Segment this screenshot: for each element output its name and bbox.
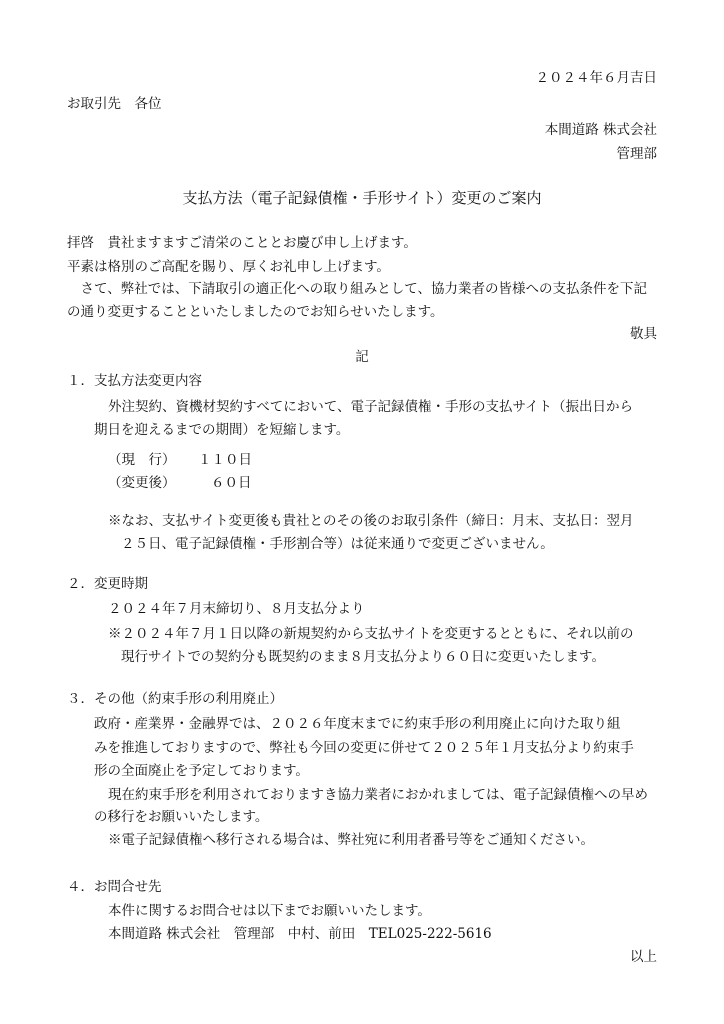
contact-info: 本間道路 株式会社 管理部 中村、前田 TEL025-222-5616 (108, 926, 492, 942)
ki-heading: 記 (355, 349, 369, 365)
section2-body: ２０２４年７月末締切り、８月支払分より (108, 601, 365, 617)
greeting-line-2: 平素は格別のご高配を賜り、厚くお礼申し上げます。 (67, 259, 390, 275)
section4-body: 本件に関するお問合せは以下までお願いいたします。 (108, 903, 431, 919)
section4-heading: ４．お問合せ先 (67, 879, 162, 895)
section2-note-1: ※２０２４年７月１日以降の新規契約から支払サイトを変更するとともに、それ以前の (108, 626, 634, 642)
sender-company: 本間道路 株式会社 (544, 122, 657, 138)
section3-note: ※電子記録債権へ移行される場合は、弊社宛に利用者番号等をご通知ください。 (108, 832, 594, 848)
new-term-label: （変更後） (108, 475, 176, 491)
closing-ijou: 以上 (630, 949, 657, 965)
section1-body-1: 外注契約、資機材契約すべてにおいて、電子記録債権・手形の支払サイト（振出日から (108, 399, 634, 415)
section3-heading: ３．その他（約束手形の利用廃止） (67, 691, 283, 707)
greeting-line-4: の通り変更することといたしましたのでお知らせいたします。 (67, 304, 444, 320)
section3-body-4: 現在約束手形を利用されておりますき協力業者におかれましては、電子記録債権への早め (108, 787, 648, 803)
section3-body-5: の移行をお願いいたします。 (94, 809, 269, 825)
sender-department: 管理部 (616, 146, 657, 162)
document-title: 支払方法（電子記録債権・手形サイト）変更のご案内 (182, 189, 542, 207)
section1-note-2: ２５日、電子記録債権・手形割合等）は従来通りで変更ございません。 (121, 536, 554, 552)
section1-body-2: 期日を迎えるまでの期間）を短縮します。 (94, 422, 350, 438)
section3-body-3: 形の全面廃止を予定しております。 (94, 763, 309, 779)
closing-keigu: 敬具 (630, 326, 657, 342)
greeting-line-1: 拝啓 貴社ますますご清栄のこととお慶び申し上げます。 (67, 235, 417, 251)
section3-body-2: みを推進しておりますので、弊社も今回の変更に併せて２０２５年１月支払分より約束手 (94, 740, 634, 756)
section2-note-2: 現行サイトでの契約分も既契約のまま８月支払分より６０日に変更いたします。 (121, 649, 605, 665)
greeting-line-3: さて、弊社では、下請取引の適正化への取り組みとして、協力業者の皆様への支払条件を下記 (67, 281, 647, 297)
section1-heading: １．支払方法変更内容 (67, 373, 202, 389)
current-term-label: （現 行） (108, 452, 176, 468)
section1-note-1: ※なお、支払サイト変更後も貴社とのその後のお取引条件（締日：月末、支払日：翌月 (108, 513, 634, 529)
issue-date: ２０２４年６月吉日 (535, 70, 657, 86)
recipient: お取引先 各位 (67, 96, 162, 112)
section3-body-1: 政府・産業界・金融界では、２０２６年度末までに約束手形の利用廃止に向けた取り組 (94, 716, 621, 732)
current-term-value: １１０日 (198, 452, 252, 468)
section2-heading: ２．変更時期 (67, 576, 148, 592)
new-term-value: ６０日 (211, 475, 252, 491)
